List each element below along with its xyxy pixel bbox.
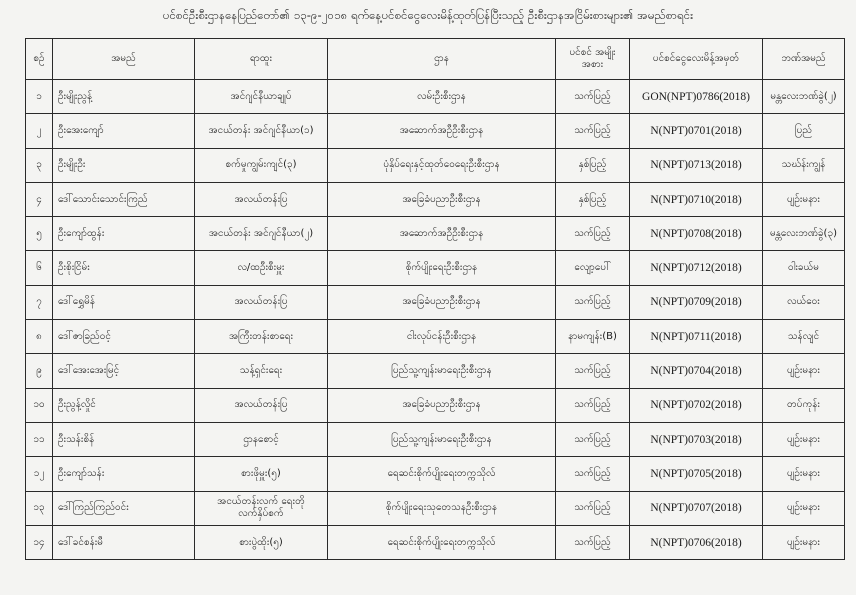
- cell-bank: ပျဉ်းမနား: [763, 491, 845, 525]
- header-pension-type: ပင်စင် အမျိုးအစား: [556, 39, 630, 80]
- cell-rank: လ/ထဦးစီးမှူး: [195, 251, 328, 285]
- table-row: [26, 525, 845, 559]
- cell-order-number: N(NPT)0702(2018): [630, 388, 763, 422]
- table-row: [26, 388, 845, 422]
- cell-name: ဒေါ်ကြည်ကြည်ဝင်း: [53, 491, 195, 525]
- cell-department: ပြည်သူ့ကျန်းမာရေးဦးစီးဌာန: [328, 354, 556, 388]
- cell-bank: လယ်ဝေး: [763, 285, 845, 319]
- cell-bank: မန္တလေးဘဏ်ခွဲ(၃): [763, 217, 845, 251]
- pension-table: [25, 38, 845, 560]
- cell-pension-type: နှစ်ပြည့်: [556, 182, 630, 216]
- table-row: [26, 320, 845, 354]
- cell-order-number: N(NPT)0712(2018): [630, 251, 763, 285]
- cell-order-number: N(NPT)0710(2018): [630, 182, 763, 216]
- table-row: [26, 217, 845, 251]
- header-bank: ဘဏ်အမည်: [763, 39, 845, 80]
- cell-name: ဒေါ်သောင်းသောင်းကြည်: [53, 182, 195, 216]
- cell-name: ဒေါ်ခင်စန်းမီ: [53, 525, 195, 559]
- cell-name: ဦးမျိုးဦး: [53, 148, 195, 182]
- table-row: [26, 354, 845, 388]
- cell-department: ငါးလုပ်ငန်းဦးစီးဌာန: [328, 320, 556, 354]
- cell-department: စိုက်ပျိုးရေးသုတေသနဦးစီးဌာန: [328, 491, 556, 525]
- cell-no: ၁၀: [26, 388, 53, 422]
- cell-name: ဒေါ်ဇာခြည်ဝင့်: [53, 320, 195, 354]
- cell-pension-type: သက်ပြည့်: [556, 457, 630, 491]
- cell-bank: မန္တလေးဘဏ်ခွဲ(၂): [763, 80, 845, 114]
- header-order-number: ပင်စင်ငွေလေးမိန့်အမှတ်: [630, 39, 763, 80]
- document-title: ပင်စင်ဦးစီးဌာနနေပြည်တော်၏ ၁၃-၉-၂၀၁၈ ရက်နေ့ပင်စင်ငွေလေးမိန့်ထုတ်ပြန်ပြီးသည့် ဦးစီးဌာနအငြိမ်းစားများ၏ အမည်စာရင်း: [162, 8, 694, 22]
- cell-department: အခြေခံပညာဦးစီးဌာန: [328, 388, 556, 422]
- cell-no: ၃: [26, 148, 53, 182]
- cell-bank: တပ်ကုန်း: [763, 388, 845, 422]
- cell-order-number: N(NPT)0707(2018): [630, 491, 763, 525]
- cell-rank: အလယ်တန်းပြ: [195, 182, 328, 216]
- cell-rank: အလယ်တန်းပြ: [195, 388, 328, 422]
- cell-no: ၅: [26, 217, 53, 251]
- cell-bank: သဃ်န်းကျွန်: [763, 148, 845, 182]
- table-row: [26, 148, 845, 182]
- cell-order-number: N(NPT)0703(2018): [630, 422, 763, 456]
- cell-no: ၁၄: [26, 525, 53, 559]
- cell-bank: ပျဉ်းမနား: [763, 525, 845, 559]
- cell-rank: သန့်ရှင်းရေး: [195, 354, 328, 388]
- header-name: အမည်: [53, 39, 195, 80]
- cell-rank: စက်မှုကျွမ်းကျင်(၃): [195, 148, 328, 182]
- table-row: [26, 182, 845, 216]
- cell-name: ဦးသန်းစိန်: [53, 422, 195, 456]
- cell-pension-type: သက်ပြည့်: [556, 217, 630, 251]
- cell-department: အခြေခံပညာဦးစီးဌာန: [328, 182, 556, 216]
- cell-bank: သန်လျင်: [763, 320, 845, 354]
- header-department: ဌာန: [328, 39, 556, 80]
- cell-bank: ဝါးခယ်မ: [763, 251, 845, 285]
- cell-pension-type: သက်ပြည့်: [556, 80, 630, 114]
- cell-pension-type: သက်ပြည့်: [556, 114, 630, 148]
- cell-order-number: N(NPT)0706(2018): [630, 525, 763, 559]
- cell-no: ၆: [26, 251, 53, 285]
- cell-name: ဦးကျော်ထွန်း: [53, 217, 195, 251]
- cell-rank: အငယ်တန်း အင်ဂျင်နီယာ(၁): [195, 114, 328, 148]
- cell-bank: ပျဉ်းမနား: [763, 182, 845, 216]
- cell-department: အခြေခံပညာဦးစီးဌာန: [328, 285, 556, 319]
- cell-pension-type: သက်ပြည့်: [556, 422, 630, 456]
- cell-no: ၁၁: [26, 422, 53, 456]
- cell-name: ဦးကျော်သန်း: [53, 457, 195, 491]
- cell-order-number: N(NPT)0711(2018): [630, 320, 763, 354]
- cell-no: ၂: [26, 114, 53, 148]
- cell-department: ပုံနှိပ်ရေးနှင့်ထုတ်ဝေရေးဦးစီးဌာန: [328, 148, 556, 182]
- cell-department: ပြည်သူ့ကျန်းမာရေးဦးစီးဌာန: [328, 422, 556, 456]
- cell-name: ဦးစိုးငြိမ်း: [53, 251, 195, 285]
- cell-department: အဆောက်အဦဦးစီးဌာန: [328, 114, 556, 148]
- cell-no: ၈: [26, 320, 53, 354]
- table-row: [26, 251, 845, 285]
- cell-pension-type: သက်ပြည့်: [556, 285, 630, 319]
- cell-pension-type: သက်ပြည့်: [556, 491, 630, 525]
- cell-rank: စားဖိုမှူး(၅): [195, 457, 328, 491]
- cell-department: ရေဆင်းစိုက်ပျိုးရေးတက္ကသိုလ်: [328, 457, 556, 491]
- cell-department: စိုက်ပျိုးရေးဦးစီးဌာန: [328, 251, 556, 285]
- cell-rank: အင်ဂျင်နီယာချုပ်: [195, 80, 328, 114]
- table-row: [26, 80, 845, 114]
- cell-department: ရေဆင်းစိုက်ပျိုးရေးတက္ကသိုလ်: [328, 525, 556, 559]
- cell-name: ဦးအေးကျော်: [53, 114, 195, 148]
- cell-no: ၁: [26, 80, 53, 114]
- cell-order-number: GON(NPT)0786(2018): [630, 80, 763, 114]
- cell-name: ဒေါ်ရွှေမိန်: [53, 285, 195, 319]
- cell-order-number: N(NPT)0713(2018): [630, 148, 763, 182]
- cell-pension-type: သက်ပြည့်: [556, 388, 630, 422]
- cell-pension-type: နှစ်ပြည့်: [556, 148, 630, 182]
- header-no: စဉ်: [26, 39, 53, 80]
- table-row: [26, 285, 845, 319]
- cell-bank: ပျဉ်းမနား: [763, 457, 845, 491]
- cell-order-number: N(NPT)0705(2018): [630, 457, 763, 491]
- cell-no: ၄: [26, 182, 53, 216]
- cell-name: ဒေါ်အေးအေးမြင့်: [53, 354, 195, 388]
- header-rank: ရာထူး: [195, 39, 328, 80]
- cell-order-number: N(NPT)0708(2018): [630, 217, 763, 251]
- cell-no: ၇: [26, 285, 53, 319]
- cell-rank: အလယ်တန်းပြ: [195, 285, 328, 319]
- cell-pension-type: သက်ပြည့်: [556, 354, 630, 388]
- cell-rank: စားပွဲထိုး(၅): [195, 525, 328, 559]
- table-row: [26, 422, 845, 456]
- cell-no: ၉: [26, 354, 53, 388]
- cell-no: ၁၂: [26, 457, 53, 491]
- header-row: [26, 39, 845, 80]
- cell-department: လမ်းဦးစီးဌာန: [328, 80, 556, 114]
- table-row: [26, 114, 845, 148]
- cell-no: ၁၃: [26, 491, 53, 525]
- table-row: [26, 491, 845, 525]
- cell-bank: ပြည်: [763, 114, 845, 148]
- cell-department: အဆောက်အဦဦးစီးဌာန: [328, 217, 556, 251]
- cell-order-number: N(NPT)0701(2018): [630, 114, 763, 148]
- cell-order-number: N(NPT)0704(2018): [630, 354, 763, 388]
- cell-rank: အငယ်တန်းလက် ရေးတိုလက်နှိပ်စက်: [195, 491, 328, 525]
- cell-name: ဦးမျိုးညွန့်: [53, 80, 195, 114]
- cell-bank: ပျဉ်းမနား: [763, 354, 845, 388]
- cell-pension-type: နာမကျန်း(B): [556, 320, 630, 354]
- cell-rank: အကြီးတန်းစာရေး: [195, 320, 328, 354]
- cell-pension-type: လျော့ပေါ်: [556, 251, 630, 285]
- cell-pension-type: သက်ပြည့်: [556, 525, 630, 559]
- cell-rank: အငယ်တန်း အင်ဂျင်နီယာ(၂): [195, 217, 328, 251]
- cell-bank: ပျဉ်းမနား: [763, 422, 845, 456]
- cell-order-number: N(NPT)0709(2018): [630, 285, 763, 319]
- table-row: [26, 457, 845, 491]
- cell-name: ဦးညွန့်လှိုင်: [53, 388, 195, 422]
- cell-rank: ဌာနစောင့်: [195, 422, 328, 456]
